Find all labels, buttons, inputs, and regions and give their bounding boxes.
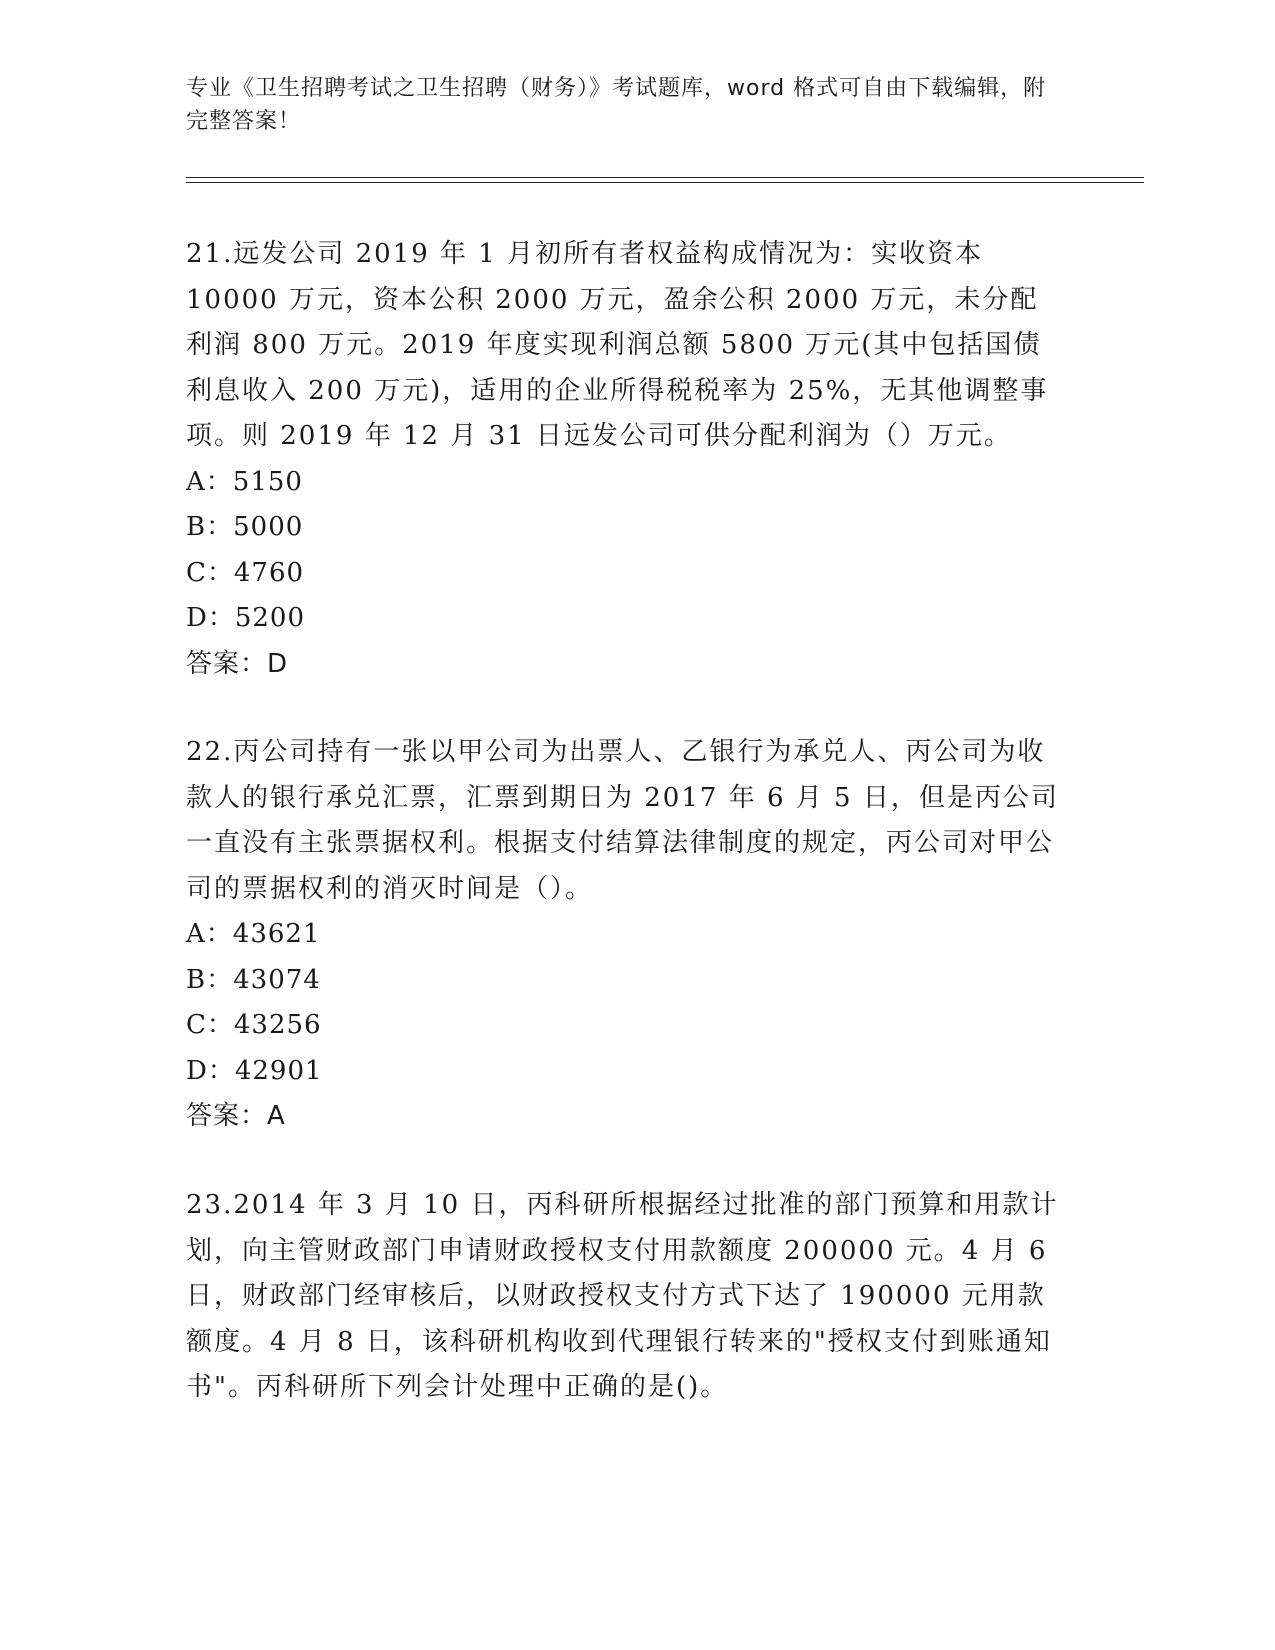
question-21	[186, 232, 1066, 687]
document-header: 专业《卫生招聘考试之卫生招聘（财务）》考试题库，word 格式可自由下载编辑，附完整答案！	[186, 76, 1047, 134]
question-22	[186, 730, 1066, 1140]
answer: 答案：A	[186, 1101, 286, 1131]
answer: 答案：D	[186, 648, 289, 679]
option-c: C：4760	[186, 557, 305, 588]
header-divider-top	[186, 177, 1144, 178]
option-b: B：5000	[186, 512, 304, 542]
option-b: B：43074	[186, 964, 321, 995]
question-stem: 21.远发公司 2019 年 1 月初所有者权益构成情况为：实收资本 10000 万元，资本公积 2000 万元，盈余公积 2000 万元，未分配利润 800 万元。2019 年度实现利润总额 5800 万元(其中包括国债利息收入 200 万元)，适用的企业所得税税率为 25%，无其他调整事项。则 2019 年 12 月 31 日远发公司可供分配利润为（）万元。	[186, 239, 1049, 451]
option-a: A：43621	[186, 919, 321, 949]
option-a: A：5150	[186, 466, 303, 497]
option-c: C：43256	[186, 1010, 322, 1040]
header-divider-bottom	[186, 182, 1144, 183]
option-d: D：42901	[186, 1055, 323, 1086]
question-stem: 22.丙公司持有一张以甲公司为出票人、乙银行为承兑人、丙公司为收款人的银行承兑汇票，汇票到期日为 2017 年 6 月 5 日，但是丙公司一直没有主张票据权利。根据支付结算法律制度的规定，丙公司对甲公司的票据权利的消灭时间是（）。	[186, 737, 1059, 904]
question-stem: 23.2014 年 3 月 10 日，丙科研所根据经过批准的部门预算和用款计划，向主管财政部门申请财政授权支付用款额度 200000 元。4 月 6 日，财政部门经审核后，以财政授权支付方式下达了 190000 元用款额度。4 月 8 日，该科研机构收到代理银行转来的"授权支付到账通知书"。丙科研所下列会计处理中正确的是()。	[186, 1190, 1059, 1402]
option-d: D：5200	[186, 603, 306, 633]
question-23	[186, 1183, 1066, 1411]
